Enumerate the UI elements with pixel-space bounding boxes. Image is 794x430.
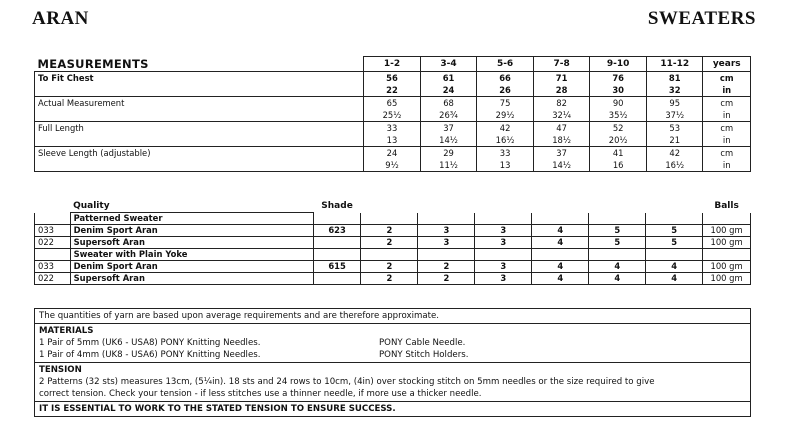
yarn-quantity: 2 [418, 261, 475, 273]
size-header: 11-12 [646, 57, 703, 72]
yarn-quantity: 4 [532, 273, 589, 285]
measurement-value: 16½ [646, 159, 703, 172]
yarn-quantity: 3 [418, 225, 475, 237]
yarn-quantity: 4 [532, 237, 589, 249]
measurement-value: 71 [533, 72, 590, 85]
size-header: 5-6 [477, 57, 534, 72]
yarn-code: 022 [35, 273, 71, 285]
measurement-value: 24 [364, 147, 421, 160]
measurement-value: 25½ [364, 109, 421, 122]
materials-item: 1 Pair of 4mm (UK8 - USA6) PONY Knitting Needles. [39, 350, 261, 360]
measurement-value: 32 [646, 84, 703, 97]
measurement-row [35, 159, 751, 172]
measurement-row [35, 122, 751, 135]
measurement-label [35, 159, 364, 172]
measurement-value: 16½ [477, 134, 534, 147]
measurement-unit: cm [703, 97, 751, 110]
yarn-quantity: 2 [361, 261, 418, 273]
measurements-title: MEASUREMENTS [35, 57, 364, 72]
yarn-quantity: 3 [418, 237, 475, 249]
measurement-value: 20½ [590, 134, 647, 147]
yarn-quantity: 5 [646, 237, 703, 249]
yarn-group-title: Sweater with Plain Yoke [70, 249, 313, 261]
tension-section [35, 363, 750, 402]
yarn-quantity: 4 [589, 261, 646, 273]
measurement-label: Actual Measurement [35, 97, 364, 110]
yarn-quantity: 2 [361, 237, 418, 249]
measurement-label: Full Length [35, 122, 364, 135]
yarn-quantity: 2 [418, 273, 475, 285]
measurement-unit: in [703, 134, 751, 147]
size-header: 9-10 [590, 57, 647, 72]
yarn-group-title-row [35, 249, 751, 261]
yarn-quantity: 2 [361, 273, 418, 285]
measurement-value: 29½ [477, 109, 534, 122]
yarn-ball-weight: 100 gm [703, 225, 751, 237]
yarn-ball-weight: 100 gm [703, 261, 751, 273]
measurement-value: 26¾ [420, 109, 477, 122]
measurement-value: 29 [420, 147, 477, 160]
measurement-value: 76 [590, 72, 647, 85]
yarn-code: 033 [35, 261, 71, 273]
measurement-value: 61 [420, 72, 477, 85]
yarn-quantity: 4 [646, 261, 703, 273]
yarn-group-title-row [35, 213, 751, 225]
measurement-value: 75 [477, 97, 534, 110]
quantities-note: The quantities of yarn are based upon average requirements and are therefore approximate. [35, 309, 750, 324]
measurement-value: 90 [590, 97, 647, 110]
yarn-ball-weight: 100 gm [703, 273, 751, 285]
yarn-name: Supersoft Aran [70, 237, 313, 249]
quality-header: Quality [73, 201, 110, 211]
measurement-value: 41 [590, 147, 647, 160]
yarn-table [34, 201, 751, 285]
measurement-value: 95 [646, 97, 703, 110]
yarn-name: Denim Sport Aran [70, 225, 313, 237]
measurement-value: 33 [364, 122, 421, 135]
measurement-value: 16 [590, 159, 647, 172]
yarn-quantity: 3 [475, 225, 532, 237]
yarn-quantity: 4 [589, 273, 646, 285]
header-right-title: SWEATERS [647, 8, 756, 29]
yarn-name: Denim Sport Aran [70, 261, 313, 273]
measurement-value: 81 [646, 72, 703, 85]
materials-item: PONY Stitch Holders. [379, 350, 469, 360]
yarn-code: 022 [35, 237, 71, 249]
measurement-value: 33 [477, 147, 534, 160]
yarn-shade [313, 273, 361, 285]
measurement-row [35, 109, 751, 122]
yarn-quantity: 5 [589, 237, 646, 249]
yarn-group-title: Patterned Sweater [70, 213, 313, 225]
yarn-quantity: 2 [361, 225, 418, 237]
measurement-value: 53 [646, 122, 703, 135]
measurement-value: 56 [364, 72, 421, 85]
header-left-title: ARAN [32, 8, 89, 29]
yarn-quantity: 3 [475, 273, 532, 285]
measurement-label [35, 109, 364, 122]
yarn-quantity: 3 [475, 261, 532, 273]
measurement-unit: cm [703, 122, 751, 135]
shade-header: Shade [321, 201, 353, 212]
size-header: 3-4 [420, 57, 477, 72]
tension-text: correct tension. Check your tension - if less stitches use a thinner needle, if more use a thicker needle. [39, 389, 482, 399]
measurement-unit: in [703, 109, 751, 122]
notes-box [34, 308, 751, 417]
measurement-value: 13 [364, 134, 421, 147]
measurement-value: 52 [590, 122, 647, 135]
measurement-row [35, 84, 751, 97]
measurement-value: 37 [420, 122, 477, 135]
yarn-quantity: 4 [646, 273, 703, 285]
measurement-unit: cm [703, 72, 751, 85]
units-header: years [703, 57, 751, 72]
yarn-shade: 615 [313, 261, 361, 273]
yarn-code: 033 [35, 225, 71, 237]
yarn-shade: 623 [313, 225, 361, 237]
measurement-value: 26 [477, 84, 534, 97]
measurement-row [35, 134, 751, 147]
measurement-value: 18½ [533, 134, 590, 147]
measurement-value: 11½ [420, 159, 477, 172]
measurement-label: To Fit Chest [35, 72, 364, 85]
measurement-value: 14½ [533, 159, 590, 172]
yarn-row [35, 273, 751, 285]
measurement-value: 66 [477, 72, 534, 85]
yarn-row [35, 261, 751, 273]
measurement-unit: in [703, 84, 751, 97]
measurement-label [35, 84, 364, 97]
essential-note: IT IS ESSENTIAL TO WORK TO THE STATED TENSION TO ENSURE SUCCESS. [39, 404, 396, 414]
measurement-value: 13 [477, 159, 534, 172]
measurement-value: 82 [533, 97, 590, 110]
measurement-label [35, 134, 364, 147]
measurement-value: 42 [477, 122, 534, 135]
materials-section [35, 324, 750, 363]
measurement-unit: in [703, 159, 751, 172]
size-header: 7-8 [533, 57, 590, 72]
measurement-value: 32¼ [533, 109, 590, 122]
yarn-shade [313, 237, 361, 249]
measurement-row [35, 97, 751, 110]
materials-label: MATERIALS [39, 326, 94, 336]
materials-item: 1 Pair of 5mm (UK6 - USA8) PONY Knitting Needles. [39, 338, 261, 348]
tension-label: TENSION [39, 365, 82, 375]
yarn-quantity: 4 [532, 261, 589, 273]
measurement-value: 37 [533, 147, 590, 160]
yarn-ball-weight: 100 gm [703, 237, 751, 249]
measurements-table [34, 56, 751, 172]
measurement-value: 14½ [420, 134, 477, 147]
measurement-label: Sleeve Length (adjustable) [35, 147, 364, 160]
measurement-value: 22 [364, 84, 421, 97]
measurement-value: 35½ [590, 109, 647, 122]
yarn-quantity: 3 [475, 237, 532, 249]
measurement-row [35, 147, 751, 160]
measurement-value: 28 [533, 84, 590, 97]
yarn-row [35, 225, 751, 237]
measurement-value: 37½ [646, 109, 703, 122]
yarn-quantity: 5 [646, 225, 703, 237]
balls-header: Balls [714, 201, 739, 212]
materials-item: PONY Cable Needle. [379, 338, 466, 348]
yarn-name: Supersoft Aran [70, 273, 313, 285]
measurement-value: 68 [420, 97, 477, 110]
measurement-row [35, 72, 751, 85]
measurement-value: 30 [590, 84, 647, 97]
measurement-unit: cm [703, 147, 751, 160]
measurement-value: 47 [533, 122, 590, 135]
measurement-value: 24 [420, 84, 477, 97]
measurement-value: 21 [646, 134, 703, 147]
yarn-quantity: 5 [589, 225, 646, 237]
size-header: 1-2 [364, 57, 421, 72]
measurement-value: 9½ [364, 159, 421, 172]
measurement-value: 65 [364, 97, 421, 110]
yarn-quantity: 4 [532, 225, 589, 237]
measurement-value: 42 [646, 147, 703, 160]
tension-text: 2 Patterns (32 sts) measures 13cm, (5¼in). 18 sts and 24 rows to 10cm, (4in) over stocking stitch on 5mm needles or the size required to give [39, 377, 655, 387]
yarn-row [35, 237, 751, 249]
